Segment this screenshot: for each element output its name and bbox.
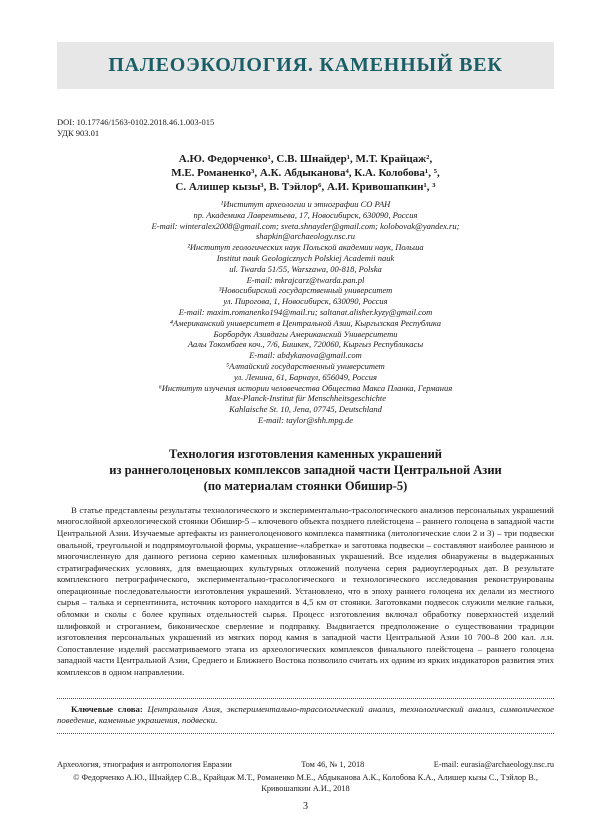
udk-line: УДК 903.01 — [57, 128, 100, 138]
affiliation-line: Kahlaische St. 10, Jena, 07745, Deutschland — [229, 404, 382, 415]
page-number: 3 — [303, 801, 308, 812]
article-title-line: (по материалам стоянки Обишир-5) — [203, 478, 408, 493]
article-title — [57, 446, 554, 494]
affiliations-block — [57, 199, 554, 426]
affiliation-line: ul. Twarda 51/55, Warszawa, 00-818, Polska — [229, 263, 382, 274]
affiliation-line: Борбордук Азиядагы Американский Университети — [213, 328, 398, 339]
article-title-line: Технология изготовления каменных украшений — [169, 446, 442, 461]
copyright-line: © Федорченко А.Ю., Шнайдер С.В., Крайцаж М.Т., Романенко М.Е., Абдыканова А.К., Колобова К.А., Алишер кызы С., Тэйлор В., Кривошапкин А.И., 2018 — [73, 773, 538, 794]
affiliation-line: E-mail: winteralex2008@gmail.com; sveta.shnayder@gmail.com; kolobovak@yandex.ru; — [151, 220, 460, 231]
affiliation-line: ⁶Институт изучения истории человечества Общества Макса Планка, Германия — [158, 382, 453, 393]
affiliation-line: ²Институт геологических наук Польской академии наук, Польша — [187, 242, 424, 253]
affiliation-line: пр. Академика Лаврентьева, 17, Новосибирск, 630090, Россия — [193, 209, 418, 220]
article-title-line: из раннеголоценовых комплексов западной части Центральной Азии — [109, 462, 502, 477]
meta-block — [57, 117, 554, 139]
affiliation-line: ⁴Американский университет в Центральной Азии, Кыргызская Республика — [170, 317, 441, 328]
affiliation-line: ул. Ленина, 61, Барнаул, 656049, Россия — [234, 371, 377, 382]
affiliation-line: Max-Planck-Institut für Menschheitsgeschichte — [225, 393, 386, 404]
affiliation-line: ул. Пирогова, 1, Новосибирск, 630090, Россия — [223, 296, 388, 307]
affiliation-line: E-mail: mkrajcarz@twarda.pan.pl — [246, 274, 365, 285]
doi-line: DOI: 10.17746/1563-0102.2018.46.1.003-015 — [57, 117, 215, 127]
affiliation-line: ¹Институт археологии и этнографии СО РАН — [220, 199, 391, 209]
affiliation-line: E-mail: abdykanova@gmail.com — [249, 350, 362, 361]
section-banner-title: ПАЛЕОЭКОЛОГИЯ. КАМЕННЫЙ ВЕК — [108, 54, 503, 76]
authors-line: М.Е. Романенко³, А.К. Абдыканова⁴, К.А. Колобова¹, ⁵, — [171, 167, 440, 179]
journal-email: E-mail: eurasia@archaeology.nsc.ru — [433, 760, 554, 770]
keywords-label: Ключевые слова: — [71, 703, 143, 714]
abstract-paragraph: В статье представлены результаты технологического и экспериментально-трасологического анализов персональных украшений многослойной археологической стоянки Обишир-5 – ключевого объекта позднего плейстоцена – раннего голоцена в западной части Центральной Азии. Изучаемые артефакты из раннеголоценового комплекса памятника (литологические слои 2 и 3) – три подвески овальной, треугольной и подпрямоугольной формы, украшение-«лабретка» и заготовка подвески – составляют наиболее раннюю и многочисленную для данного региона серию каменных шлифованных украшений. Все изделия обнаружены в выдержанных стратиграфических условиях, для вмещающих культурных отложений получена серия радиоуглеродных дат. В результате комплексного петрографического, экспериментально-трасологического и технологического исследования реконструированы операционные последовательности изготовления украшений. Установлено, что в эпоху раннего голоцена их делали из местного сырья – талька и серпентинита, источник которого находится в 4,5 км от стоянки. Заготовками подвесок служили мелкие гальки, обломки и сколы с более крупных отдельностей сырья. Процесс изготовления включал обработку поверхностей изделий шлифовкой и строганием, биконическое сверление и подправку. Выдвигается предположение о существовании традиции изготовления персональных украшений из мягких пород камня в западной части Центральной Азии 10 700–8 200 кал. л.н. Сопоставление изделий рассматриваемого этапа из археологических комплексов финального плейстоцена – раннего голоцена западной части Центральной Азии, Среднего и Ближнего Востока позволило считать их одним из ярких индикаторов развития этих комплексов в одном направлении. — [57, 504, 554, 678]
authors-line: С. Алишер кызы³, В. Тэйлор⁶, А.И. Кривошапкин¹, ³ — [175, 181, 436, 193]
authors-line: А.Ю. Федорченко¹, С.В. Шнайдер¹, М.Т. Крайцаж², — [178, 153, 433, 165]
section-banner — [57, 42, 554, 89]
affiliation-line: E-mail: maxim.romanenko194@mail.ru; saltanat.alisher.kyzy@gmail.com — [178, 306, 433, 317]
journal-issue: Том 46, № 1, 2018 — [301, 760, 365, 770]
authors-block — [57, 152, 554, 194]
affiliation-line: ³Новосибирский государственный университет — [218, 285, 393, 296]
affiliation-line: ⁵Алтайский государственный университет — [226, 360, 385, 371]
keywords-text: Центральная Азия, экспериментально-трасологический анализ, технологический анализ, символическое поведение, каменные украшения, подвески. — [57, 703, 554, 726]
journal-name: Археология, этнография и антропология Евразии — [57, 760, 232, 770]
affiliation-line: E-mail: taylor@shh.mpg.de — [258, 414, 353, 425]
page-footer — [57, 759, 554, 812]
keywords-block — [57, 698, 554, 734]
affiliation-line: Аалы Токомбаев коч., 7/6, Бишкек, 720060, Кыргыз Республикасы — [187, 339, 424, 350]
journal-info-row — [57, 759, 554, 770]
affiliation-line: shapkin@archaeology.nsc.ru — [255, 231, 356, 242]
affiliation-line: Institut nauk Geologicznych Polskiej Academii nauk — [216, 252, 395, 263]
